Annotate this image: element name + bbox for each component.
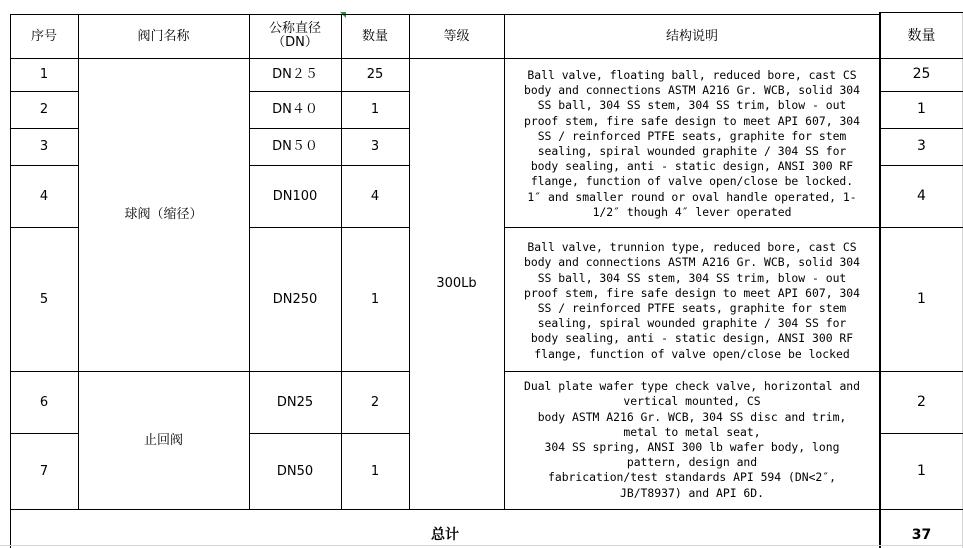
valve-name-check[interactable]: 止回阀 (143, 432, 183, 448)
qty2-cell[interactable]: 1 (917, 462, 926, 479)
qty2-cell[interactable]: 1 (917, 290, 926, 307)
grid-line (504, 371, 963, 372)
grid-line (249, 14, 250, 509)
grid-line (880, 12, 963, 13)
qty-cell[interactable]: 2 (370, 394, 380, 410)
qty-cell[interactable]: 25 (366, 67, 384, 82)
seq-cell[interactable]: 7 (39, 463, 49, 479)
header-valve-name[interactable]: 阀门名称 (137, 28, 190, 44)
grid-line (10, 91, 78, 92)
grid-line (10, 509, 963, 510)
grid-line (880, 433, 963, 434)
grid-line (504, 14, 505, 509)
grid-line (10, 165, 78, 166)
grade-cell[interactable]: 300Lb (436, 276, 477, 291)
grid-line (10, 433, 78, 434)
seq-cell[interactable]: 6 (39, 394, 49, 410)
grid-line (10, 14, 11, 548)
dn-cell[interactable]: DN25 (276, 394, 314, 410)
qty2-cell[interactable]: 25 (912, 66, 931, 82)
qty-cell[interactable]: 3 (370, 139, 380, 154)
grid-line (880, 165, 963, 166)
total-label[interactable]: 总计 (431, 527, 459, 543)
grid-line (10, 227, 78, 228)
grid-line (249, 433, 409, 434)
seq-cell[interactable]: 5 (39, 291, 49, 307)
description-trunnion-ball[interactable]: Ball valve, trunnion type, reduced bore, cast CS body and connections ASTM A216 Gr. WCB, solid 304 SS ball, 304 SS stem, 304 SS trim, blow - out proof stem, fire safe design to meet API 607, 304 SS / reinforced PTFE seats, graphite for stem sealing, spiral wounded graphite / 304 SS for body sealing, anti - static design, ANSI 300 RF flange, function of valve open/close be locked (523, 240, 861, 361)
grid-line (409, 14, 410, 509)
grid-line (504, 227, 963, 228)
seq-cell[interactable]: 2 (39, 102, 49, 117)
grid-line (10, 58, 963, 59)
seq-cell[interactable]: 1 (39, 67, 49, 82)
dn-cell[interactable]: DN100 (272, 188, 318, 204)
qty-cell[interactable]: 1 (370, 291, 380, 307)
header-seq[interactable]: 序号 (30, 28, 57, 44)
grid-line (249, 128, 409, 129)
header-description[interactable]: 结构说明 (665, 28, 718, 44)
header-grade[interactable]: 等级 (443, 28, 470, 44)
grid-line (249, 91, 409, 92)
qty-cell[interactable]: 1 (370, 463, 380, 479)
dn-cell[interactable]: DN50 (276, 463, 314, 479)
grid-line (341, 14, 342, 509)
header-quantity[interactable]: 数量 (361, 28, 388, 44)
dn-cell[interactable]: DN２５ (272, 67, 318, 82)
description-floating-ball[interactable]: Ball valve, floating ball, reduced bore, cast CS body and connections ASTM A216 Gr. WCB, solid 304 SS ball, 304 SS stem, 304 SS trim, blow - out proof stem, fire safe design to meet API 607, 304 SS / reinforced PTFE seats, graphite for stem sealing, spiral wounded graphite / 304 SS for body sealing, anti - static design, ANSI 300 RF flange, function of valve open/close be locked. 1″ and smaller round or oval handle operated, 1- 1/2″ though 4″ lever operated (523, 67, 861, 219)
seq-cell[interactable]: 3 (39, 139, 49, 154)
valve-name-ball[interactable]: 球阀（缩径） (124, 207, 203, 222)
qty-cell[interactable]: 1 (370, 102, 380, 117)
grid-line (10, 14, 880, 15)
qty-cell[interactable]: 4 (370, 188, 380, 204)
dn-cell[interactable]: DN250 (272, 291, 318, 307)
grid-line (0, 545, 963, 546)
grid-line (249, 165, 409, 166)
total-value[interactable]: 37 (911, 527, 932, 543)
dn-cell[interactable]: DN５０ (272, 139, 318, 154)
grid-line (78, 14, 79, 509)
header-quantity-2[interactable]: 数量 (907, 27, 936, 44)
description-check-valve[interactable]: Dual plate wafer type check valve, horizontal and vertical mounted, CS body ASTM A216 Gr. WCB, 304 SS disc and trim, metal to metal seat, 304 SS spring, ANSI 300 lb wafer body, long pattern, design and fabrication/test standards API 594 (DN<2″, JB/T8937) and API 6D. (523, 379, 861, 500)
seq-cell[interactable]: 4 (39, 188, 49, 204)
grid-line (10, 128, 78, 129)
grid-line (10, 371, 409, 372)
qty2-cell[interactable]: 2 (917, 393, 926, 410)
grid-line (879, 12, 881, 548)
qty2-cell[interactable]: 3 (917, 138, 926, 154)
grid-line (249, 227, 409, 228)
grid-line (880, 91, 963, 92)
qty2-cell[interactable]: 1 (917, 101, 926, 117)
header-nominal-diameter[interactable]: 公称直径 （DN） (268, 21, 321, 50)
dn-cell[interactable]: DN４０ (272, 102, 318, 117)
grid-line (880, 128, 963, 129)
qty2-cell[interactable]: 4 (917, 187, 926, 204)
